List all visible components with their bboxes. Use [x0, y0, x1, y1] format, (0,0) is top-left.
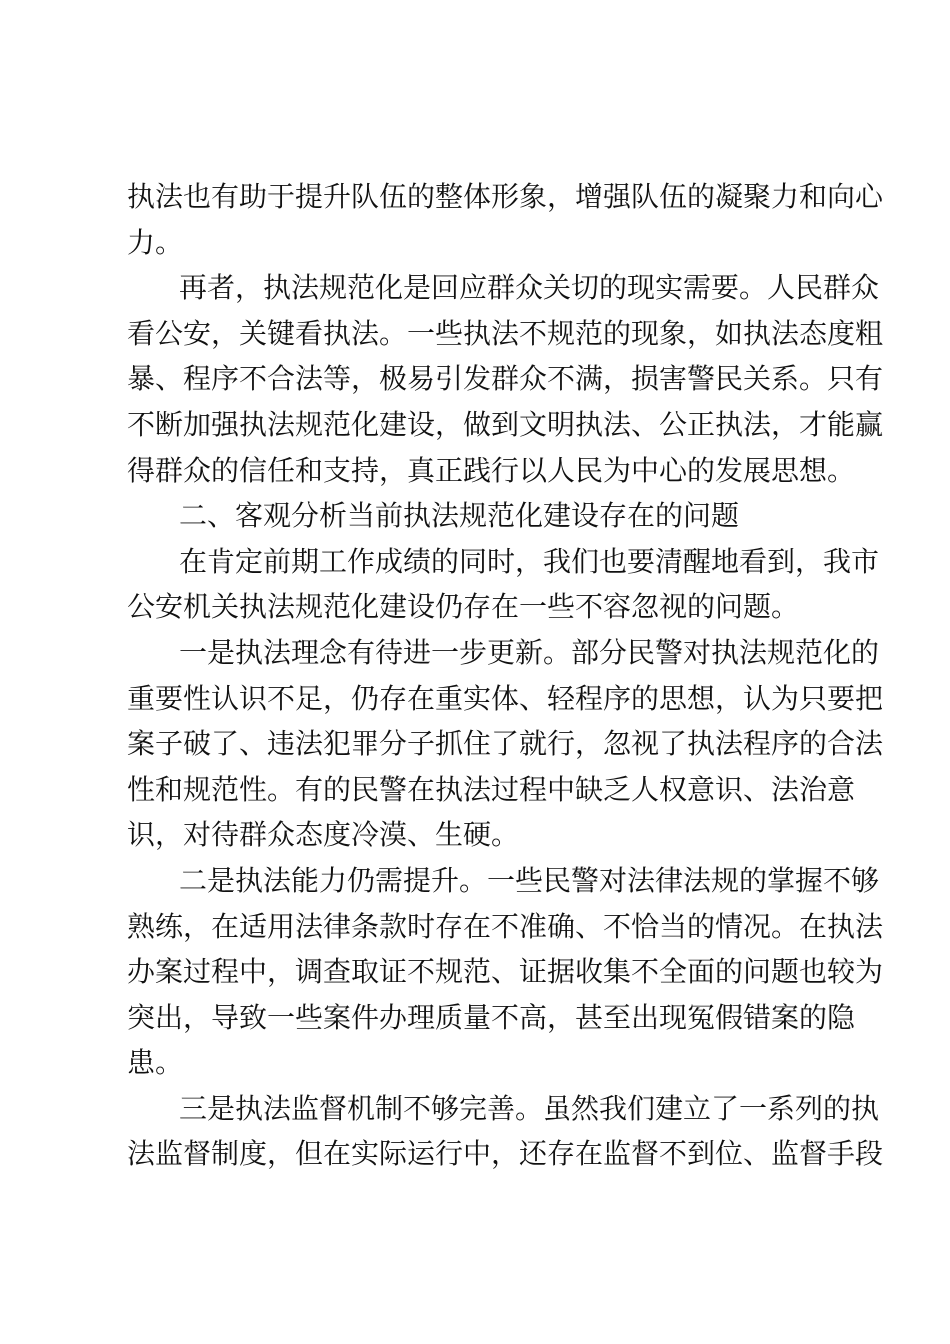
text-line: 一是执法理念有待进一步更新。部分民警对执法规范化的: [179, 635, 880, 669]
text-line: 在肯定前期工作成绩的同时，我们也要清醒地看到，我市: [179, 544, 880, 578]
text-line: 重要性认识不足，仍存在重实体、轻程序的思想，认为只要把: [127, 681, 884, 715]
text-line: 三是执法监督机制不够完善。虽然我们建立了一系列的执: [179, 1091, 880, 1125]
text-line: 性和规范性。有的民警在执法过程中缺乏人权意识、法治意: [127, 772, 856, 806]
text-line: 二是执法能力仍需提升。一些民警对法律法规的掌握不够: [179, 863, 880, 897]
text-line: 办案过程中，调查取证不规范、证据收集不全面的问题也较为: [127, 955, 884, 989]
text-line: 突出，导致一些案件办理质量不高，甚至出现冤假错案的隐: [127, 1000, 856, 1034]
text-line: 力。: [127, 225, 184, 259]
text-line: 法监督制度，但在实际运行中，还存在监督不到位、监督手段: [127, 1137, 884, 1171]
text-line: 得群众的信任和支持，真正践行以人民为中心的发展思想。: [127, 453, 856, 487]
text-line: 案子破了、违法犯罪分子抓住了就行，忽视了执法程序的合法: [127, 727, 884, 761]
section-heading: 二、客观分析当前执法规范化建设存在的问题: [179, 499, 740, 533]
text-line: 熟练，在适用法律条款时存在不准确、不恰当的情况。在执法: [127, 909, 884, 943]
text-line: 不断加强执法规范化建设，做到文明执法、公正执法，才能赢: [127, 407, 884, 441]
text-line: 看公安，关键看执法。一些执法不规范的现象，如执法态度粗: [127, 316, 884, 350]
text-line: 识，对待群众态度冷漠、生硬。: [127, 818, 520, 852]
body-text: [127, 174, 884, 1177]
text-line: 患。: [127, 1046, 184, 1080]
text-line: 再者，执法规范化是回应群众关切的现实需要。人民群众: [179, 271, 880, 305]
text-line: 暴、程序不合法等，极易引发群众不满，损害警民关系。只有: [127, 362, 884, 396]
text-line: 执法也有助于提升队伍的整体形象，增强队伍的凝聚力和向心: [127, 180, 884, 213]
text-line: 公安机关执法规范化建设仍存在一些不容忽视的问题。: [127, 590, 800, 624]
